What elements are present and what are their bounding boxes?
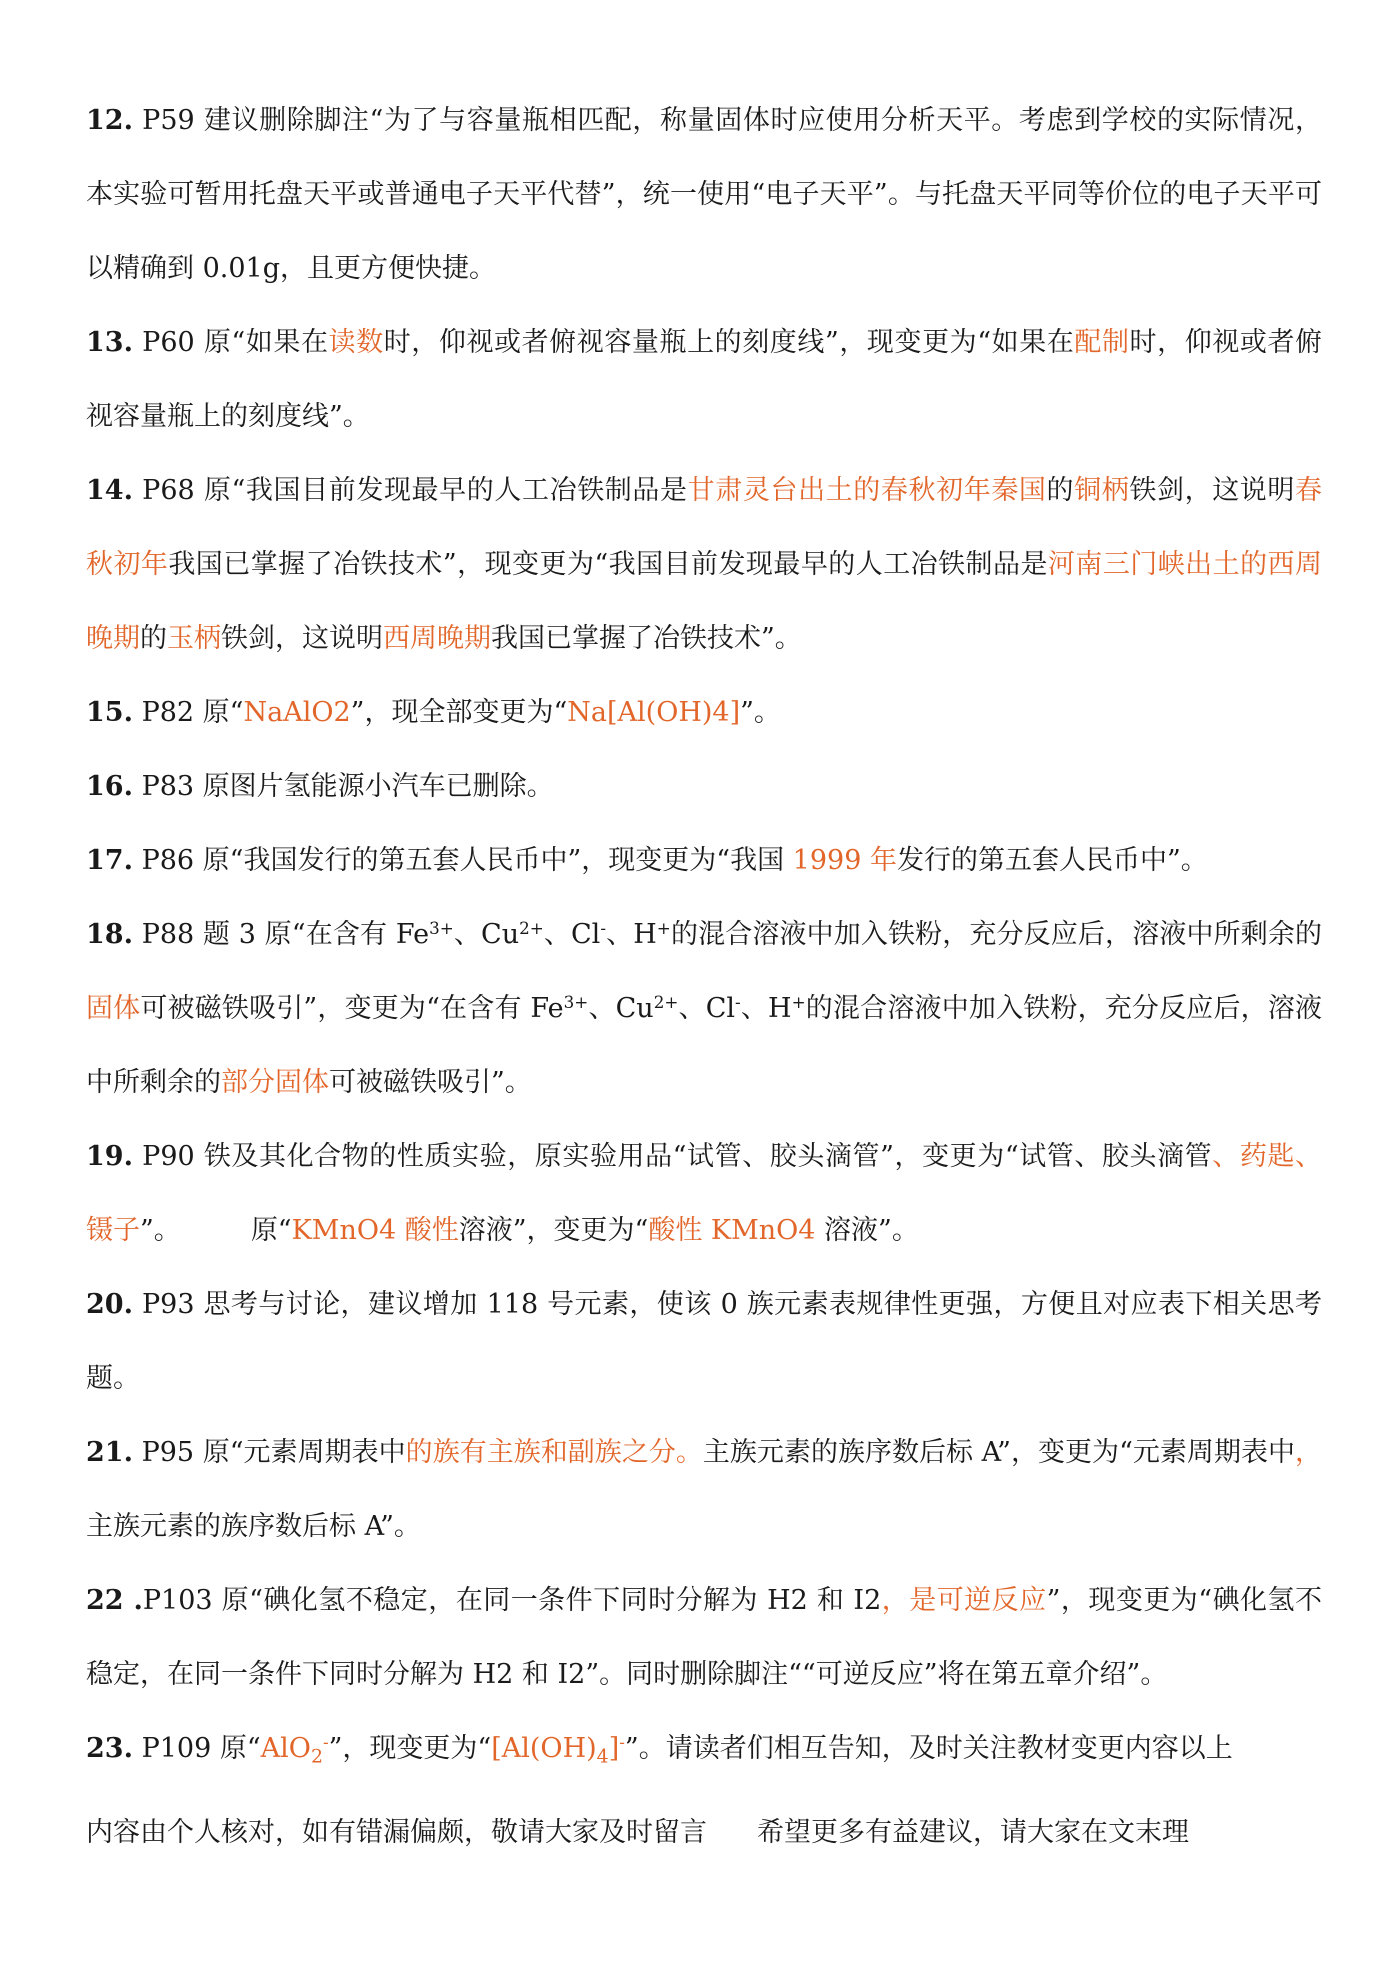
body-text: 、Cl [543, 919, 601, 950]
body-text: 内容由个人核对，如有错漏偏颇，敬请大家及时留言 [86, 1817, 707, 1848]
superscript: + [791, 991, 806, 1012]
item-17 [86, 824, 1322, 898]
body-text: P83 原图片氢能源小汽车已删除。 [132, 771, 554, 802]
body-text: 铁剑，这说明 [221, 623, 383, 654]
highlighted-text: 4 [596, 1745, 609, 1768]
body-text: 、Cl [678, 993, 736, 1024]
body-text: 、Cu [453, 919, 520, 950]
highlighted-text: NaAlO2 [243, 697, 351, 728]
item-number: 23. [86, 1733, 133, 1764]
body-text: 铁剑，这说明 [1129, 475, 1296, 506]
body-text: 时，仰视或者俯视容量瓶上的刻度线”，现变更为“如果在 [383, 327, 1075, 358]
body-text: P109 原“ [132, 1733, 261, 1764]
body-text: 的 [1046, 475, 1075, 506]
highlighted-text: 河南三门峡出土的西周晚期 [86, 549, 1322, 654]
body-text: 、H [605, 919, 657, 950]
body-text: ”，现变更为“ [328, 1733, 492, 1764]
body-text: 的混合溶液中加入铁粉，充分反应后，溶液中所剩余的 [670, 919, 1322, 950]
superscript: 2+ [519, 917, 544, 938]
highlighted-text: 读数 [328, 327, 384, 358]
item-number: 20. [86, 1289, 133, 1320]
body-text: P93 思考与讨论，建议增加 118 号元素，使该 0 族元素表规律性更强，方便且对应表下相关思考题。 [86, 1289, 1322, 1394]
item-number: 12. [86, 105, 133, 136]
superscript: 3+ [563, 991, 589, 1012]
item-19 [86, 1120, 1322, 1268]
superscript: 3+ [429, 917, 454, 938]
body-text: 可被磁铁吸引”，变更为“在含有 Fe [140, 993, 564, 1024]
highlighted-text: AlO [260, 1733, 311, 1764]
highlighted-text: - [322, 1731, 329, 1752]
item-12 [86, 84, 1322, 306]
highlighted-text: ] [608, 1733, 620, 1764]
body-text: ”。 [740, 697, 781, 728]
body-text: P59 建议删除脚注“为了与容量瓶相匹配，称量固体时应使用分析天平。考虑到学校的实际情况，本实验可暂用托盘天平或普通电子天平代替”，统一使用“电子天平”。与托盘天平同等价位的电子天平可以精确到 0.01g，且更方便快捷。 [86, 105, 1322, 284]
highlighted-text: 配制 [1074, 327, 1130, 358]
closing-note [86, 1796, 1322, 1870]
item-23 [86, 1712, 1322, 1786]
highlighted-text: 玉柄 [167, 623, 221, 654]
item-22 [86, 1564, 1322, 1712]
item-14 [86, 454, 1322, 676]
item-13 [86, 306, 1322, 454]
item-number: 22 . [86, 1585, 143, 1616]
body-text: ”，现变更为“碘化氢不稳定，在同一条件下同时分解为 H2 和 I2”。同时删除脚注““可逆反应”将在第五章介绍”。 [86, 1585, 1323, 1690]
item-20 [86, 1268, 1322, 1416]
highlighted-text: Na[Al(OH)4] [567, 697, 741, 728]
body-text: P90 铁及其化合物的性质实验，原实验用品“试管、胶头滴管”，变更为“试管、胶头滴管 [132, 1141, 1213, 1172]
item-18 [86, 898, 1322, 1120]
item-number: 19. [86, 1141, 133, 1172]
item-number: 15. [86, 697, 133, 728]
item-number: 13. [86, 327, 133, 358]
body-text: P88 题 3 原“在含有 Fe [132, 919, 430, 950]
highlighted-text: 、药匙、镊子 [86, 1141, 1322, 1246]
body-text: 我国已掌握了冶铁技术”。 [491, 623, 802, 654]
highlighted-text: ，是可逆反应 [881, 1585, 1047, 1616]
body-text: P95 原“元素周期表中 [132, 1437, 406, 1468]
body-text: P60 原“如果在 [132, 327, 329, 358]
highlighted-text: 春秋初年 [86, 475, 1323, 580]
item-15 [86, 676, 1322, 750]
body-text: 主族元素的族序数后标 A”，变更为“元素周期表中 [702, 1437, 1296, 1468]
body-text: P86 原“我国发行的第五套人民币中”，现变更为“我国 [132, 845, 793, 876]
item-number: 17. [86, 845, 133, 876]
superscript: - [600, 917, 606, 938]
body-text: 发行的第五套人民币中”。 [896, 845, 1208, 876]
highlighted-text: 的族有主族和副族之分。 [405, 1437, 703, 1468]
highlighted-text: 固体 [86, 993, 141, 1024]
item-number: 21. [86, 1437, 133, 1468]
highlighted-text: 甘肃灵台出土的春秋初年秦国 [687, 475, 1047, 506]
body-text: 溶液”。 [815, 1215, 919, 1246]
highlighted-text: ， [1295, 1437, 1323, 1468]
highlighted-text: - [619, 1731, 625, 1752]
body-text: ”，现全部变更为“ [350, 697, 568, 728]
body-text: 时，仰视或者俯视容量瓶上的刻度线”。 [86, 327, 1323, 432]
body-text: 、Cu [588, 993, 654, 1024]
body-text: P103 原“碘化氢不稳定，在同一条件下同时分解为 H2 和 I2 [142, 1585, 882, 1616]
item-number: 18. [86, 919, 133, 950]
body-text: 我国已掌握了冶铁技术”，现变更为“我国目前发现最早的人工冶铁制品是 [168, 549, 1048, 580]
item-number: 14. [86, 475, 133, 506]
highlighted-text: 2 [310, 1745, 323, 1768]
item-16 [86, 750, 1322, 824]
body-text: 的混合溶液中加入铁粉，充分反应后，溶液中所剩余的 [86, 993, 1322, 1098]
body-text: 溶液”，变更为“ [458, 1215, 649, 1246]
item-21 [86, 1416, 1322, 1564]
highlighted-text: [Al(OH) [491, 1733, 597, 1764]
highlighted-text: 1999 年 [792, 845, 897, 876]
body-text: 希望更多有益建议，请大家在文末理 [757, 1817, 1189, 1848]
highlighted-text: 部分固体 [221, 1067, 329, 1098]
highlighted-text: KMnO4 酸性 [291, 1215, 459, 1246]
body-text: 原“ [250, 1215, 292, 1246]
body-text: 可被磁铁吸引”。 [329, 1067, 532, 1098]
superscript: - [735, 991, 741, 1012]
item-number: 16. [86, 771, 133, 802]
highlighted-text: 西周晚期 [383, 623, 491, 654]
body-text: ”。请读者们相互告知，及时关注教材变更内容以上 [624, 1733, 1233, 1764]
body-text: ”。 [140, 1215, 181, 1246]
body-text: P82 原“ [132, 697, 244, 728]
body-text: 的 [140, 623, 167, 654]
body-text: P68 原“我国目前发现最早的人工冶铁制品是 [132, 475, 688, 506]
superscript: 2+ [653, 991, 679, 1012]
superscript: + [656, 917, 671, 938]
highlighted-text: 铜柄 [1074, 475, 1130, 506]
body-text: 、H [740, 993, 792, 1024]
highlighted-text: 酸性 KMnO4 [648, 1215, 816, 1246]
body-text: 主族元素的族序数后标 A”。 [86, 1511, 421, 1542]
